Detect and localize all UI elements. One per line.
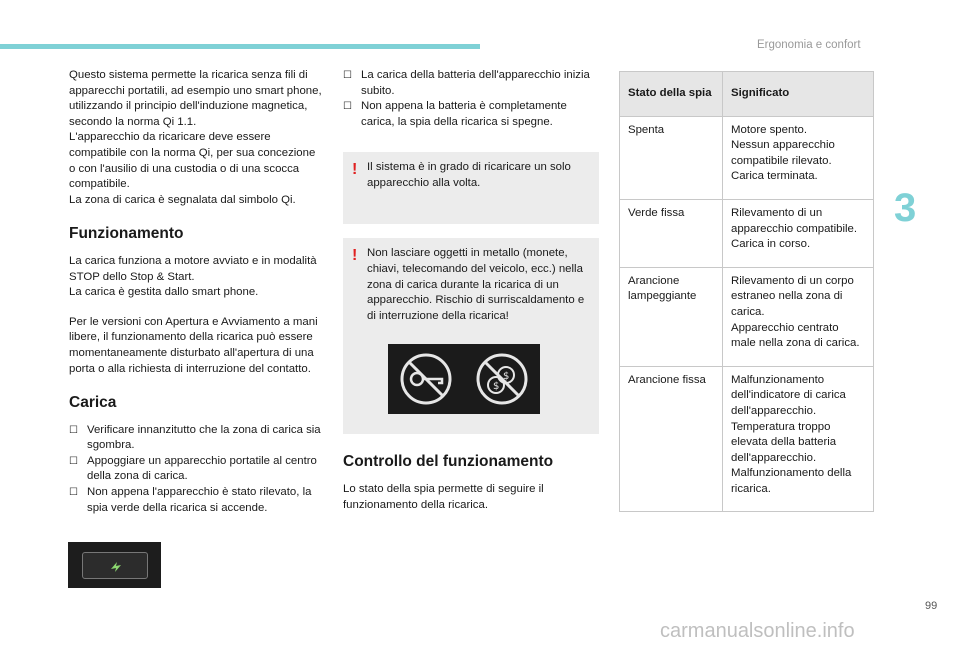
meaning-cell: Malfunzionamento dell'indicatore di carica dell'apparecchio. Temperatura troppo elevata della batteria dell'apparecchio. Malfunzionamento della ricarica.: [723, 366, 874, 512]
column-left: [69, 68, 324, 516]
table-row: [620, 116, 874, 199]
list-item: ☐ La carica della batteria dell'apparecchio inizia subito.: [343, 68, 599, 99]
charging-bolt-icon: [83, 553, 147, 578]
watermark: carmanualsonline.info: [660, 620, 855, 642]
warning-box-metal-objects: ! Non lasciare oggetti in metallo (monete, chiavi, telecomando del veicolo, ecc.) nella zona di carica durante la ricarica di un apparecchio. Rischio di surriscaldamento e di interruzione della ricarica! $ $: [343, 238, 599, 434]
heading-funzionamento: Funzionamento: [69, 225, 184, 243]
status-cell: Arancione lampeggiante: [620, 267, 723, 366]
table-row: [620, 267, 874, 366]
page-number: 99: [925, 600, 938, 612]
column-header: Stato della spia: [620, 72, 723, 117]
status-table: [619, 71, 874, 512]
meaning-cell: Rilevamento di un apparecchio compatibile. Carica in corso.: [723, 199, 874, 267]
heading-carica: Carica: [69, 394, 117, 412]
charging-indicator-image: [68, 542, 161, 588]
table-row: [620, 199, 874, 267]
header-accent-bar: [0, 44, 480, 49]
table-row: [620, 366, 874, 512]
list-item: ☐ Non appena l'apparecchio è stato rilevato, la spia verde della ricarica si accende.: [69, 485, 324, 516]
intro-paragraph: Questo sistema permette la ricarica senza fili di apparecchi portatili, ad esempio uno smart phone, utilizzando il principio dell'induzione magnetica, secondo la norma Qi 1.1. L'apparecchio da ricaricare deve essere compatibile con la norma Qi, per sua concezione o con l'ausilio di una custodia o di una scocca compatibile. La zona di carica è segnalata dal simbolo Qi.: [69, 69, 322, 206]
status-cell: Arancione fissa: [620, 366, 723, 512]
prohibition-icons-image: [388, 344, 540, 414]
column-header: Significato: [723, 72, 874, 117]
list-item: ☐ Non appena la batteria è completamente carica, la spia della ricarica si spegne.: [343, 99, 599, 130]
meaning-cell: Motore spento. Nessun apparecchio compatibile rilevato. Carica terminata.: [723, 116, 874, 199]
status-cell: Verde fissa: [620, 199, 723, 267]
table-header-row: [620, 72, 874, 117]
heading-controllo: Controllo del funzionamento: [343, 453, 554, 471]
status-cell: Spenta: [620, 116, 723, 199]
meaning-cell: Rilevamento di un corpo estraneo nella zona di carica. Apparecchio centrato male nella zona di carica.: [723, 267, 874, 366]
funzionamento-paragraph: La carica funziona a motore avviato e in modalità STOP dello Stop & Start. La carica è gestita dallo smart phone.: [69, 254, 317, 299]
carica-bullet-list: [69, 423, 324, 517]
no-keys-icon: [398, 351, 454, 407]
funzionamento-note: Per le versioni con Apertura e Avviamento a mani libere, il funzionamento della ricarica può essere momentaneamente disturbato all'apertura di una porta o alla richiesta di interruzione del contatto.: [69, 315, 318, 375]
controllo-paragraph: Lo stato della spia permette di seguire il funzionamento della ricarica.: [343, 482, 544, 511]
svg-text:$: $: [493, 381, 500, 393]
section-title: Ergonomia e confort: [757, 39, 861, 51]
svg-text:$: $: [503, 371, 510, 383]
no-coins-icon: [474, 351, 530, 407]
warning-icon: !: [352, 247, 358, 265]
warning-icon: !: [352, 161, 358, 179]
list-item: ☐ Verificare innanzitutto che la zona di carica sia sgombra.: [69, 423, 324, 454]
warning-box-single-device: ! Il sistema è in grado di ricaricare un solo apparecchio alla volta.: [343, 152, 599, 224]
column-middle: [343, 68, 599, 527]
chapter-number: 3: [894, 186, 917, 230]
list-item: ☐ Appoggiare un apparecchio portatile al centro della zona di carica.: [69, 454, 324, 485]
